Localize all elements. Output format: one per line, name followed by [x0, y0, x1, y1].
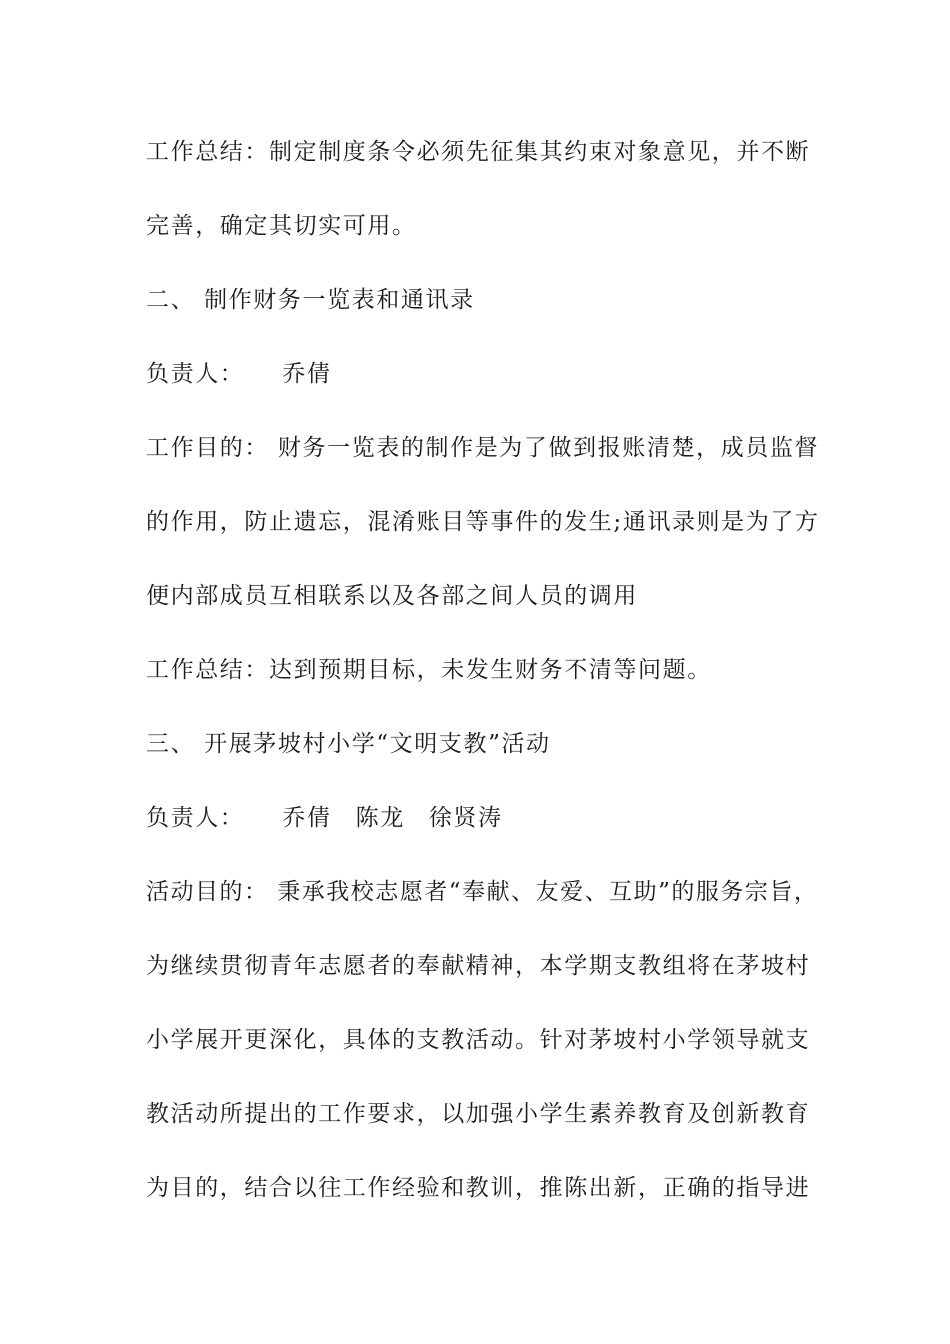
purpose-line-1: 工作目的： 财务一览表的制作是为了做到报账清楚，成员监督 — [146, 435, 820, 461]
purpose-line-2: 的作用，防止遗忘，混淆账目等事件的发生;通讯录则是为了方 — [146, 509, 820, 535]
responsible-person: 陈龙 — [355, 805, 405, 831]
section-heading-3: 三、 开展茅坡村小学“文明支教”活动 — [146, 731, 551, 757]
responsible-line-2 — [146, 359, 332, 389]
summary-line-2: 完善，确定其切实可用。 — [146, 213, 417, 239]
purpose-line-3: 便内部成员互相联系以及各部之间人员的调用 — [146, 583, 638, 609]
section-heading-2: 二、 制作财务一览表和通讯录 — [146, 287, 475, 313]
responsible-person: 乔倩 — [282, 805, 332, 831]
activity-purpose-line-2: 为继续贯彻青年志愿者的奉献精神，本学期支教组将在茅坡村 — [146, 953, 811, 979]
summary-line-3: 工作总结：达到预期目标，未发生财务不清等问题。 — [146, 657, 712, 683]
activity-purpose-line-5: 为目的，结合以往工作经验和教训，推陈出新，正确的指导进 — [146, 1175, 811, 1201]
responsible-person: 徐贤涛 — [428, 805, 503, 831]
responsible-person: 乔倩 — [282, 361, 332, 387]
activity-purpose-line-3: 小学展开更深化，具体的支教活动。针对茅坡村小学领导就支 — [146, 1027, 811, 1053]
activity-purpose-line-1: 活动目的： 秉承我校志愿者“奉献、友爱、互助”的服务宗旨， — [146, 879, 819, 905]
responsible-line-3 — [146, 803, 503, 833]
activity-purpose-line-4: 教活动所提出的工作要求，以加强小学生素养教育及创新教育 — [146, 1101, 811, 1127]
responsible-label: 负责人： — [146, 805, 245, 831]
summary-line-1: 工作总结：制定制度条令必须先征集其约束对象意见，并不断 — [146, 139, 811, 165]
responsible-label: 负责人： — [146, 361, 245, 387]
